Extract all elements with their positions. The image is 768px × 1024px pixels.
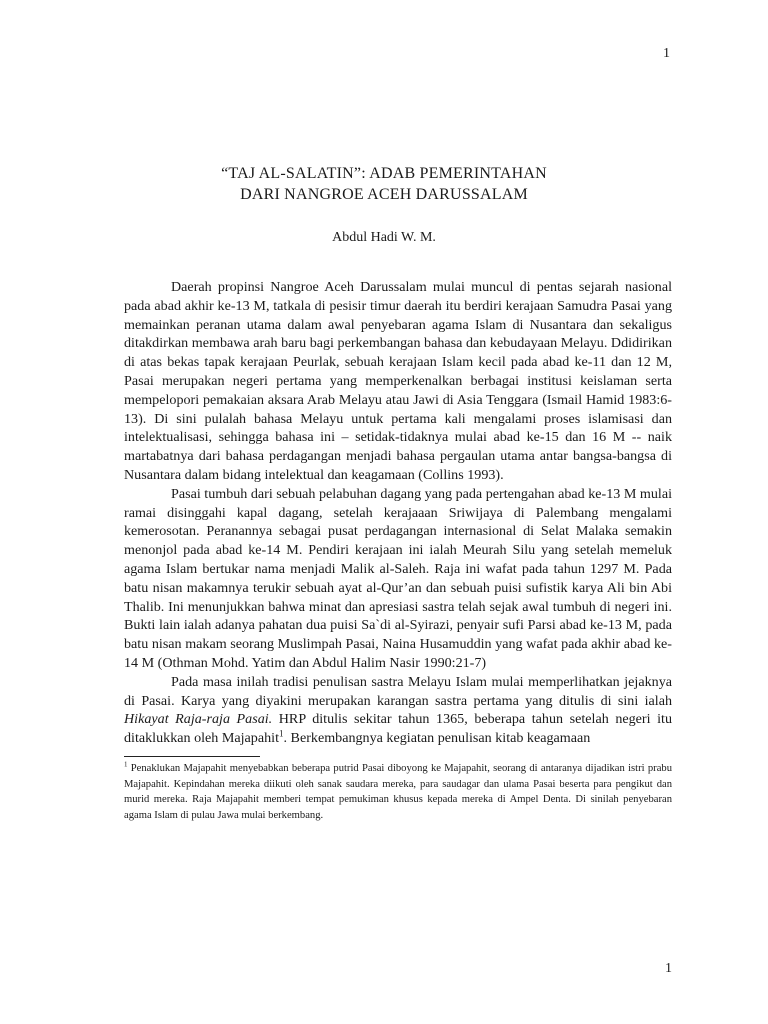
title-line-2: DARI NANGROE ACEH DARUSSALAM [240, 186, 528, 203]
footnote [124, 761, 672, 823]
paragraph-3-text-b: HRP ditulis sekitar tahun 1365, beberapa tahun setelah negeri itu ditaklukkan oleh Majapahit [124, 711, 672, 747]
footnote-reference[interactable]: 1 [279, 728, 284, 739]
footnote-separator [124, 756, 260, 757]
footnote-1 [124, 761, 672, 823]
footnote-marker: 1 [124, 760, 128, 769]
author-name: Abdul Hadi W. M. [332, 230, 436, 245]
body-text [124, 278, 672, 748]
paragraph-3 [124, 673, 672, 748]
paragraph-1: Daerah propinsi Nangroe Aceh Darussalam mulai muncul di pentas sejarah nasional pada abad akhir ke-13 M, tatkala di pesisir timur daerah itu berdiri kerajaan Samudra Pasai yang memainkan peranan utama dalam awal penyebaran agama Islam di Nusantara dan sekaligus ditakdirkan membawa arah baru bagi perkembangan bahasa dan kebudayaan Melayu. Ddidirikan di atas bekas tapak kerajaan Peurlak, sebuah kerajaan Islam kecil pada abad ke-11 dan 12 M, Pasai merupakan negeri pertama yang memperkenalkan berbagai institusi keislaman serta mempelopori pemakaian aksara Arab Melayu atau Jawi di Asia Tenggara (Ismail Hamid 1983:6-13). Di sini pulalah bahasa Melayu untuk pertama kali mengalami proses islamisasi dan intelektualisasi, sehingga bahasa ini – setidak-tidaknya mulai abad ke-15 dan 16 M -- naik martabatnya dari bahasa perdagangan menjadi bahasa pergaulan utama antar bangsa-bangsa di Nusantara dalam bidang intelektual dan keagamaan (Collins 1993). [124, 279, 672, 483]
paragraph-2: Pasai tumbuh dari sebuah pelabuhan dagang yang pada pertengahan abad ke-13 M mulai ramai disinggahi kapal dagang, setelah kerajaaan Sriwijaya di Palembang mengalami kemerosotan. Peranannya sebagai pusat perdagangan internasional di Selat Malaka semakin menonjol pada abad ke-14 M. Pendiri kerajaan ini ialah Meurah Silu yang setelah memeluk agama Islam bertukar nama menjadi Malik al-Saleh. Raja ini wafat pada tahun 1297 M. Pada batu nisan makamnya terukir sebuah ayat al-Qur’an dan sebuah puisi sufistik karya Ali bin Abi Thalib. Ini menunjukkan bahwa minat dan apresiasi sastra telah sejak awal tumbuh di negeri ini. Bukti lain ialah adanya pahatan dua puisi Sa`di al-Syirazi, penyair sufi Parsi abad ke-13 M, pada batu nisan makam seorang Muslimpah Pasai, Naina Husamuddin yang wafat pada akhir abad ke-14 M (Othman Mohd. Yatim dan Abdul Halim Nasir 1990:21-7) [124, 485, 672, 671]
paragraph-3-text-c: . Berkembangnya kegiatan penulisan kitab keagamaan [283, 730, 591, 747]
footnote-text: Penaklukan Majapahit menyebabkan beberapa putrid Pasai diboyong ke Majapahit, seorang di antaranya dijadikan istri prabu Majapahit. Kepindahan mereka diikuti oleh sanak saudara mereka, para saudagar dan ulama Pasai beserta para pengikut dan murid mereka. Raja Majapahit memberi tempat pemukiman khusus kepada mereka di Ampel Denta. Di sinilah penyebaran agama Islam di pulau Jawa mulai berkembang. [124, 763, 672, 821]
title-line-1: “TAJ AL-SALATIN”: ADAB PEMERINTAHAN [221, 165, 547, 182]
page-number-top: 1 [663, 46, 670, 61]
book-title-italic: Hikayat Raja-raja Pasai. [124, 711, 273, 728]
page-number-bottom: 1 [665, 961, 672, 976]
paragraph-3-text-a: Pada masa inilah tradisi penulisan sastra Melayu Islam mulai memperlihatkan jejaknya di Pasai. Karya yang diyakini merupakan karangan sastra pertama yang ditulis di sini ialah [124, 673, 672, 709]
document-title [0, 163, 768, 205]
